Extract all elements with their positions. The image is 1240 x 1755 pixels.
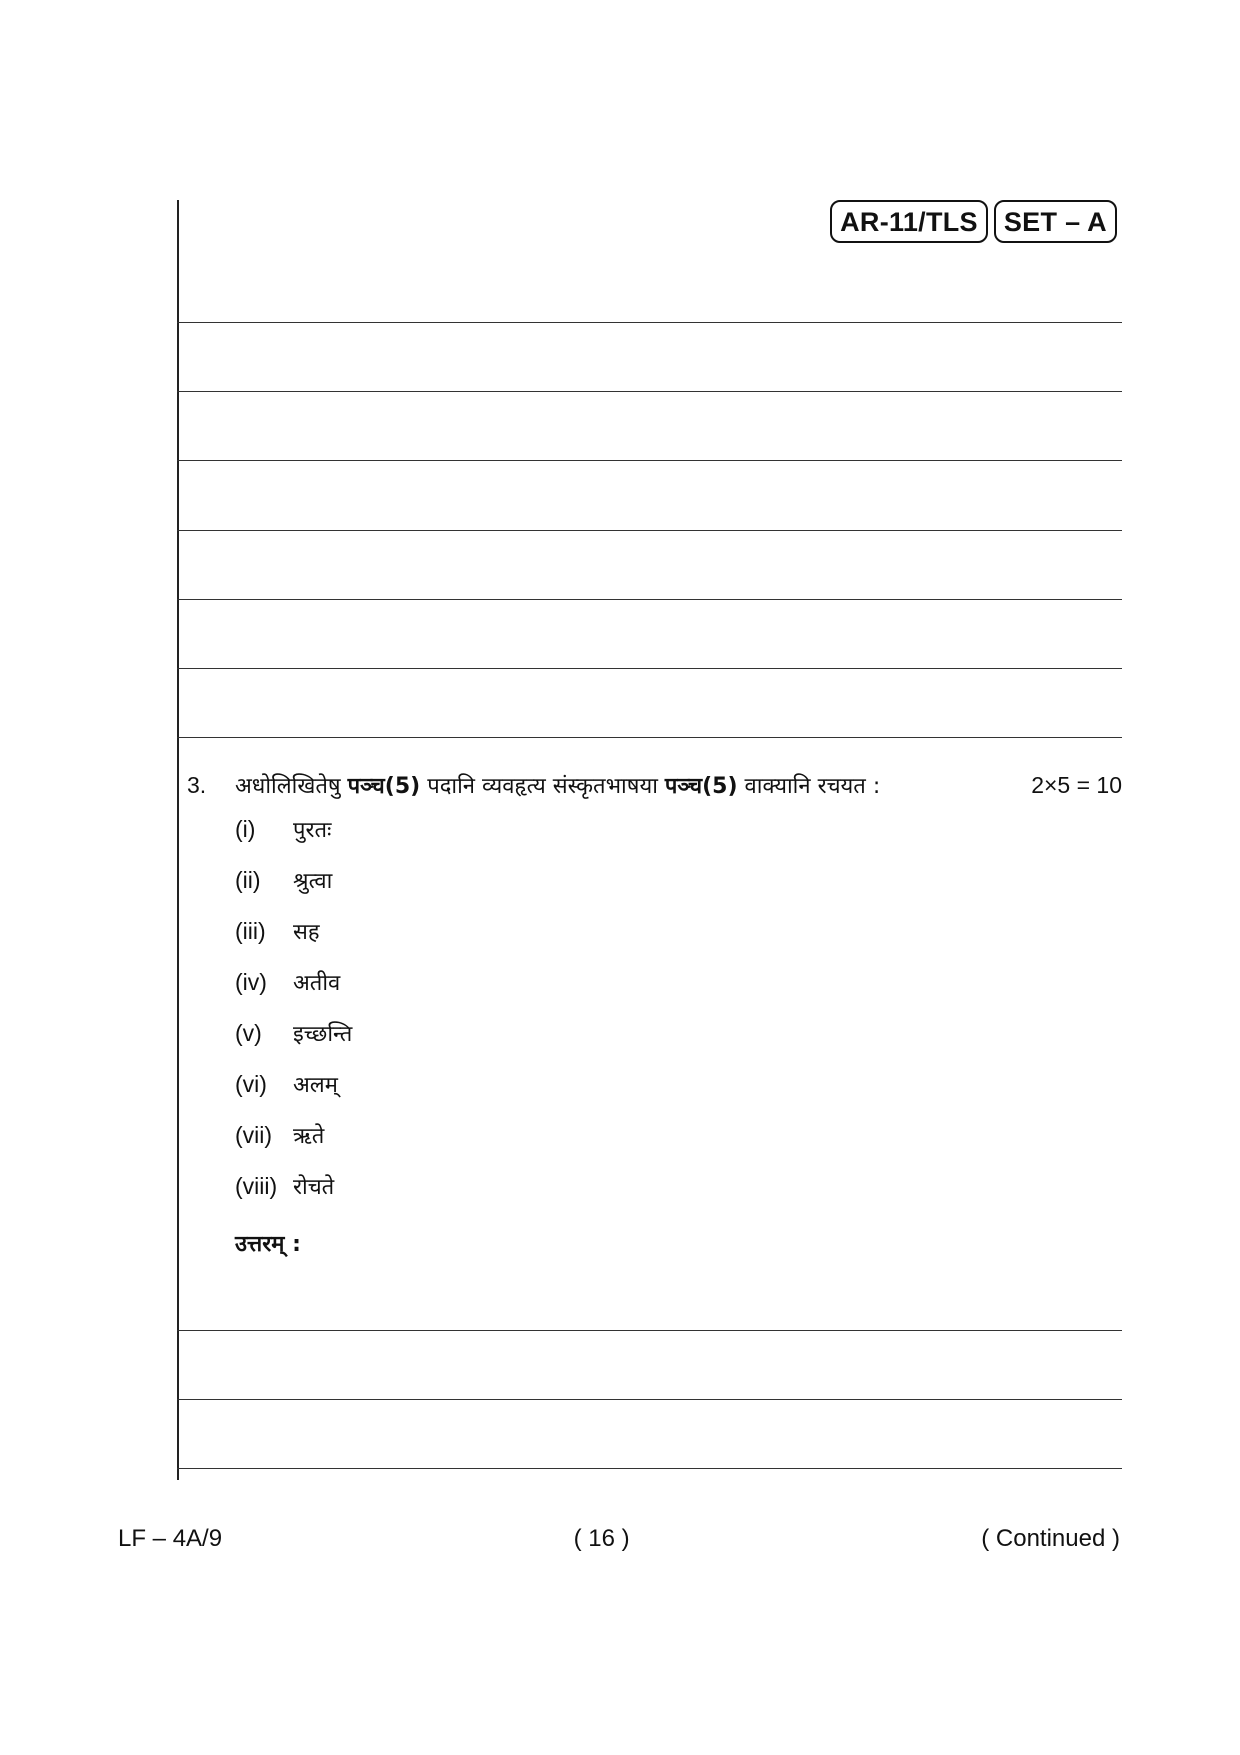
page-number: ( 16 ): [573, 1525, 630, 1552]
option-item: [235, 1069, 1122, 1120]
question-prompt: [187, 770, 1122, 800]
option-item: [235, 967, 1122, 1018]
option-label: (vi): [235, 1071, 267, 1097]
option-item: [235, 865, 1122, 916]
answer-label: उत्तरम् :: [235, 1232, 301, 1257]
option-item: [235, 1018, 1122, 1069]
option-word: श्रुत्वा: [293, 869, 333, 894]
answer-line: [177, 1399, 1122, 1400]
option-word: रोचते: [293, 1175, 335, 1200]
question-marks: 2×5 = 10: [1031, 772, 1122, 798]
set-badge: SET – A: [994, 200, 1117, 243]
question-number: 3.: [187, 772, 207, 798]
paper-code-badge: AR-11/TLS: [830, 200, 988, 243]
header-badges: [830, 200, 1117, 243]
option-label: (iv): [235, 969, 267, 995]
option-item: [235, 814, 1122, 865]
answer-line: [177, 460, 1122, 461]
answer-line: [177, 322, 1122, 323]
option-word: सह: [293, 920, 320, 945]
option-label: (iii): [235, 918, 266, 944]
option-word: अलम्: [293, 1073, 338, 1098]
option-item: [235, 1171, 1122, 1222]
option-item: [235, 916, 1122, 967]
page-footer: [118, 1525, 1120, 1553]
option-word: पुरतः: [293, 818, 332, 843]
footer-code: LF – 4A/9: [118, 1525, 223, 1552]
question-3: [187, 770, 1122, 1258]
option-word: अतीव: [293, 971, 341, 996]
answer-line: [177, 1468, 1122, 1469]
answer-line: [177, 737, 1122, 738]
option-label: (i): [235, 816, 256, 842]
answer-line: [177, 668, 1122, 669]
continued-note: ( Continued ): [981, 1525, 1120, 1552]
option-word: ऋते: [293, 1124, 325, 1149]
answer-line: [177, 530, 1122, 531]
left-margin-rule: [177, 200, 179, 1480]
option-item: [235, 1120, 1122, 1171]
answer-line: [177, 391, 1122, 392]
option-label: (vii): [235, 1122, 273, 1148]
option-label: (ii): [235, 867, 261, 893]
bold-count: पञ्च(5): [664, 774, 738, 799]
answer-line: [177, 1330, 1122, 1331]
question-text: अधोलिखितेषु पञ्च(5) पदानि व्यवहृत्य संस्कृतभाषया पञ्च(5) वाक्यानि रचयत :: [235, 774, 881, 799]
word-options: [235, 814, 1122, 1222]
option-word: इच्छन्ति: [293, 1022, 353, 1047]
answer-line: [177, 599, 1122, 600]
option-label: (v): [235, 1020, 262, 1046]
bold-count: पञ्च(5): [347, 774, 421, 799]
option-label: (viii): [235, 1173, 278, 1199]
